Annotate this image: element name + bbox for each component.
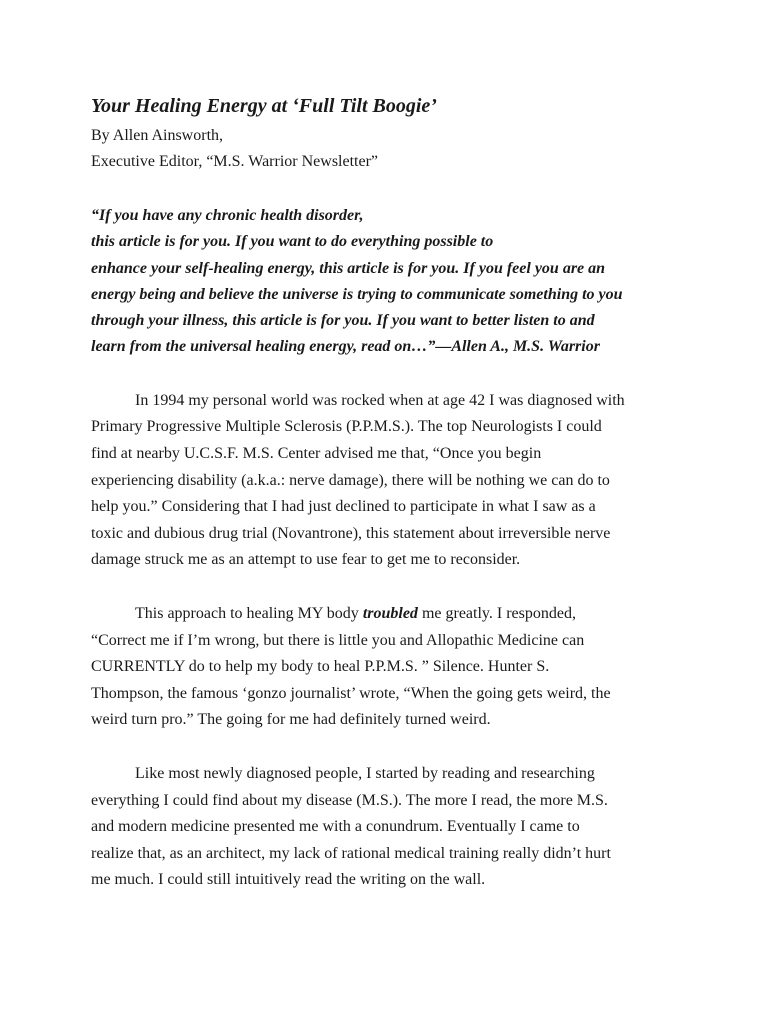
paragraph-line: me much. I could still intuitively read the writing on the wall. [91,871,486,889]
paragraph-line: “Correct me if I’m wrong, but there is little you and Allopathic Medicine can [91,631,585,649]
paragraph-line: Thompson, the famous ‘gonzo journalist’ wrote, “When the going gets weird, the [91,684,611,702]
paragraph-3 [91,761,691,894]
emphasized-word: troubled [362,604,418,622]
quote-line: learn from the universal healing energy, read on…”—Allen A., M.S. Warrior [91,338,600,356]
paragraph-line: help you.” Considering that I had just declined to participate in what I saw as a [91,498,596,516]
paragraph-line: In 1994 my personal world was rocked when at age 42 I was diagnosed with [135,391,625,409]
paragraph-line: everything I could find about my disease (M.S.). The more I read, the more M.S. [91,791,608,809]
paragraph-line: Like most newly diagnosed people, I started by reading and researching [135,764,595,782]
paragraph-line: toxic and dubious drug trial (Novantrone), this statement about irreversible nerve [91,524,611,542]
paragraph-line: find at nearby U.C.S.F. M.S. Center advised me that, “Once you begin [91,444,542,462]
paragraph-line: realize that, as an architect, my lack of rational medical training really didn’t hurt [91,844,611,862]
paragraph-line [91,601,691,628]
paragraph-line: weird turn pro.” The going for me had definitely turned weird. [91,711,491,729]
paragraph-1 [91,388,691,574]
byline-author: By Allen Ainsworth, [91,127,224,144]
paragraph-line: Primary Progressive Multiple Sclerosis (P.P.M.S.). The top Neurologists I could [91,418,602,436]
byline-role: Executive Editor, “M.S. Warrior Newsletter” [91,153,379,170]
quote-line: “If you have any chronic health disorder, [91,207,364,224]
paragraph-line: CURRENTLY do to help my body to heal P.P.M.S. ” Silence. Hunter S. [91,658,550,676]
quote-line: this article is for you. If you want to do everything possible to [91,233,494,251]
quote-line: enhance your self-healing energy, this article is for you. If you feel you are an [91,259,606,277]
quote-line: energy being and believe the universe is trying to communicate something to you [91,285,623,303]
paragraph-line: damage struck me as an attempt to use fear to get me to reconsider. [91,551,521,569]
document-page [91,92,691,894]
pull-quote [91,203,691,361]
paragraph-text: This approach to healing MY body [135,604,363,622]
paragraph-text: me greatly. I responded, [417,604,576,622]
quote-line: through your illness, this article is for you. If you want to better listen to and [91,312,595,330]
paragraph-2 [91,601,691,734]
paragraph-line: experiencing disability (a.k.a.: nerve damage), there will be nothing we can do to [91,471,610,489]
paragraph-line: and modern medicine presented me with a conundrum. Eventually I came to [91,818,580,836]
article-title: Your Healing Energy at ‘Full Tilt Boogie’ [91,95,437,117]
